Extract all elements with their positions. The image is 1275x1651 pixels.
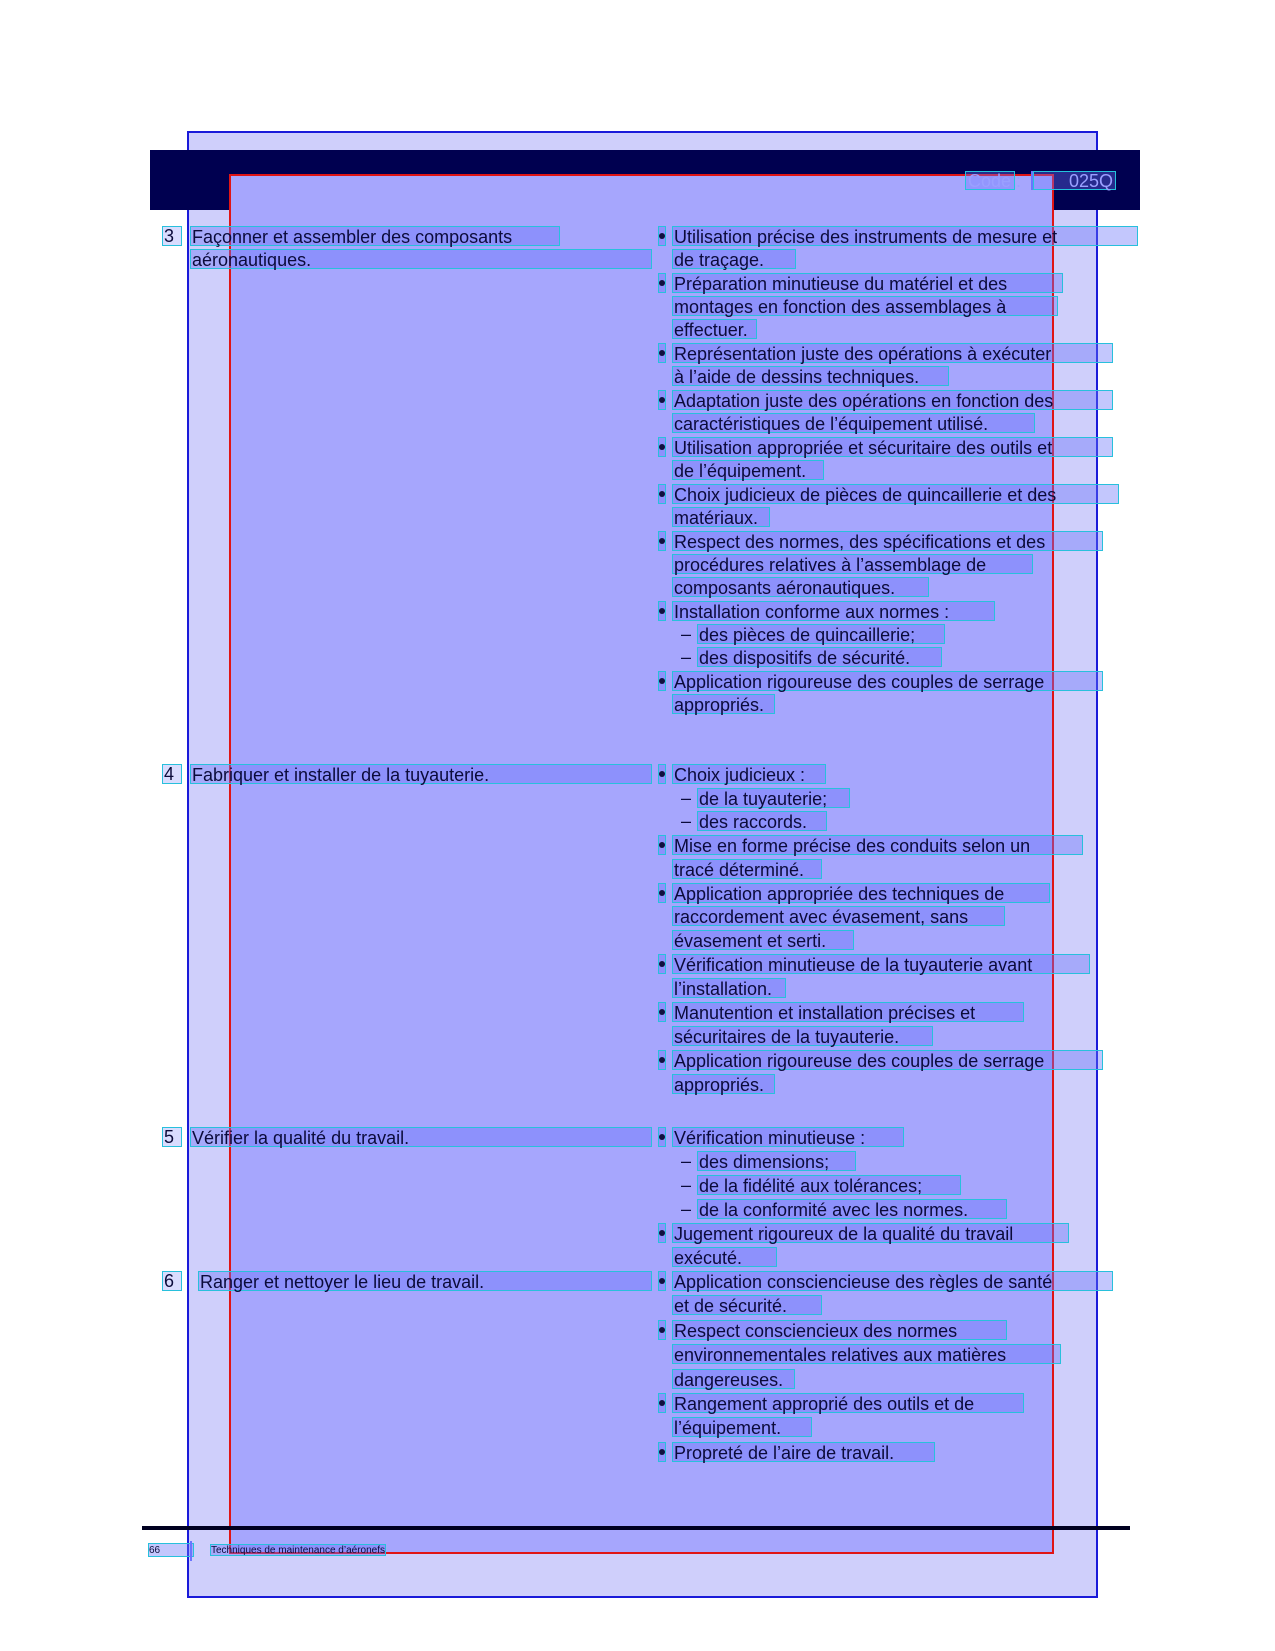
- criterion-line: Choix judicieux de pièces de quincaillerie et des: [672, 484, 1119, 504]
- step-number: 6: [164, 1271, 175, 1291]
- bullet-icon: [659, 608, 665, 614]
- criterion-line: Vérification minutieuse :: [672, 1127, 904, 1147]
- bullet-icon: [659, 397, 665, 403]
- step-number: 3: [164, 226, 175, 246]
- criterion-subitem: de la tuyauterie;: [697, 788, 850, 808]
- criterion-line: de traçage.: [672, 249, 796, 269]
- criterion-line: l’installation.: [672, 978, 786, 998]
- bullet-icon: [659, 771, 665, 777]
- bullet-icon: [659, 678, 665, 684]
- criterion-line: dangereuses.: [672, 1369, 795, 1389]
- criterion-line: Application rigoureuse des couples de serrage: [672, 671, 1103, 691]
- bullet-icon: [659, 280, 665, 286]
- bullet-icon: [659, 1400, 665, 1406]
- criterion-line: Vérification minutieuse de la tuyauterie avant: [672, 954, 1090, 974]
- footer-document-title: Techniques de maintenance d’aéronefs: [211, 1545, 386, 1556]
- criterion-subitem: des pièces de quincaillerie;: [697, 624, 945, 644]
- bullet-icon: [659, 444, 665, 450]
- task-line: Fabriquer et installer de la tuyauterie.: [190, 764, 652, 784]
- bullet-icon: [659, 1009, 665, 1015]
- criterion-line: à l’aide de dessins techniques.: [672, 366, 949, 386]
- bullet-icon: [659, 890, 665, 896]
- criterion-line: l’équipement.: [672, 1417, 812, 1437]
- criterion-line: tracé déterminé.: [672, 859, 822, 879]
- criterion-subitem: des dimensions;: [697, 1151, 856, 1171]
- criterion-line: composants aéronautiques.: [672, 577, 929, 597]
- dash-icon: –: [681, 647, 692, 667]
- criterion-line: Rangement approprié des outils et de: [672, 1393, 1024, 1413]
- criterion-subitem: des dispositifs de sécurité.: [697, 647, 942, 667]
- criterion-line: environnementales relatives aux matières: [672, 1344, 1061, 1364]
- bullet-icon: [659, 538, 665, 544]
- criterion-line: évasement et serti.: [672, 930, 854, 950]
- dash-icon: –: [681, 1151, 692, 1171]
- bullet-icon: [659, 1327, 665, 1333]
- criterion-subitem: des raccords.: [697, 811, 827, 831]
- criterion-line: Respect des normes, des spécifications et des: [672, 531, 1103, 551]
- criterion-line: Manutention et installation précises et: [672, 1002, 1024, 1022]
- criterion-line: Jugement rigoureux de la qualité du travail: [672, 1223, 1069, 1243]
- bullet-icon: [659, 961, 665, 967]
- bullet-icon: [659, 350, 665, 356]
- bullet-icon: [659, 1449, 665, 1455]
- task-line: Façonner et assembler des composants: [190, 226, 560, 246]
- criterion-line: Application consciencieuse des règles de santé: [672, 1271, 1113, 1291]
- bullet-icon: [659, 1057, 665, 1063]
- criterion-line: montages en fonction des assemblages à: [672, 296, 1058, 316]
- criterion-line: raccordement avec évasement, sans: [672, 906, 1005, 926]
- criterion-line: Utilisation précise des instruments de mesure et: [672, 226, 1138, 246]
- bullet-icon: [659, 1278, 665, 1284]
- task-line: Vérifier la qualité du travail.: [190, 1127, 652, 1147]
- criterion-line: Utilisation appropriée et sécuritaire des outils et: [672, 437, 1113, 457]
- criterion-line: Mise en forme précise des conduits selon un: [672, 835, 1083, 855]
- criterion-line: Choix judicieux :: [672, 764, 826, 784]
- criterion-line: Propreté de l’aire de travail.: [672, 1442, 935, 1462]
- criterion-line: sécuritaires de la tuyauterie.: [672, 1026, 933, 1046]
- criterion-line: Préparation minutieuse du matériel et des: [672, 273, 1063, 293]
- criterion-line: et de sécurité.: [672, 1295, 822, 1315]
- bullet-icon: [659, 1230, 665, 1236]
- dash-icon: –: [681, 1199, 692, 1219]
- dash-icon: –: [681, 624, 692, 644]
- task-line: aéronautiques.: [190, 249, 652, 269]
- dash-icon: –: [681, 811, 692, 831]
- dash-icon: –: [681, 788, 692, 808]
- code-value: 025Q: [1033, 171, 1116, 190]
- criterion-line: effectuer.: [672, 319, 757, 339]
- footer-page-number: 66: [148, 1543, 194, 1557]
- criterion-line: appropriés.: [672, 1074, 775, 1094]
- step-number: 5: [164, 1127, 175, 1147]
- criterion-line: appropriés.: [672, 694, 775, 714]
- criterion-line: Application appropriée des techniques de: [672, 883, 1050, 903]
- criterion-subitem: de la fidélité aux tolérances;: [697, 1175, 961, 1195]
- bullet-icon: [659, 842, 665, 848]
- step-number: 4: [164, 764, 175, 784]
- bullet-icon: [659, 233, 665, 239]
- bullet-icon: [659, 1134, 665, 1140]
- bullet-icon: [659, 491, 665, 497]
- criterion-line: Installation conforme aux normes :: [672, 601, 995, 621]
- footer-divider: [190, 1541, 192, 1561]
- criterion-line: caractéristiques de l’équipement utilisé.: [672, 413, 1035, 433]
- criterion-subitem: de la conformité avec les normes.: [697, 1199, 1007, 1219]
- criterion-line: matériaux.: [672, 507, 770, 527]
- code-label: Code :: [965, 171, 1015, 190]
- footer-rule: [142, 1526, 1130, 1530]
- criterion-line: procédures relatives à l’assemblage de: [672, 554, 1033, 574]
- criterion-line: Adaptation juste des opérations en fonction des: [672, 390, 1113, 410]
- criterion-line: Application rigoureuse des couples de serrage: [672, 1050, 1103, 1070]
- dash-icon: –: [681, 1175, 692, 1195]
- criterion-line: Respect consciencieux des normes: [672, 1320, 1007, 1340]
- task-line: Ranger et nettoyer le lieu de travail.: [198, 1271, 652, 1291]
- criterion-line: exécuté.: [672, 1247, 777, 1267]
- criterion-line: de l’équipement.: [672, 460, 824, 480]
- criterion-line: Représentation juste des opérations à exécuter: [672, 343, 1113, 363]
